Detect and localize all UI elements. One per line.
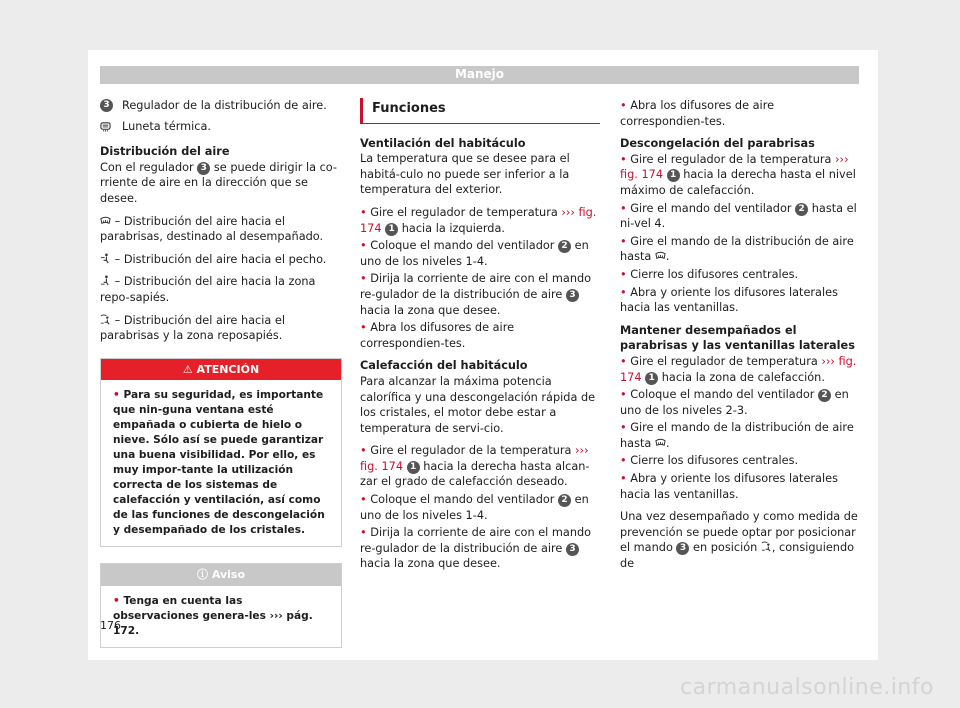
windshield-defrost-icon — [655, 437, 666, 450]
warning-box — [100, 358, 342, 548]
list-item: • Gire el regulador de temperatura ››› fig. 174 1 hacia la zona de calefacción. — [620, 354, 857, 384]
list-item: • Cierre los difusores centrales. — [620, 454, 799, 468]
list-item: • Abra los difusores de aire correspondien-tes. — [360, 321, 515, 350]
list-item: • Coloque el mando del ventilador 2 en uno de los niveles 1-4. — [360, 239, 589, 268]
fig-link[interactable]: ››› fig. 174 — [620, 152, 849, 182]
warning-icon: ⚠ — [182, 362, 193, 376]
list-item: • Gire el mando de la distribución de aire hasta . — [620, 234, 854, 264]
list-item: • Gire el mando de la distribución de aire hasta . — [620, 421, 854, 450]
list-item: • Cierre los difusores centrales. — [620, 267, 799, 281]
notice-header: ⓘ Aviso — [101, 564, 341, 586]
heat-intro: Para alcanzar la máxima potencia calorífica y una descongelación rápida de los cristales, el motor debe estar a temperatura de servi-cio. — [360, 374, 596, 435]
column-1 — [100, 98, 342, 648]
air-windshield-feet-icon — [761, 541, 772, 554]
callout-badge: 3 — [197, 162, 210, 175]
callout-badge: 2 — [818, 389, 831, 402]
list-item: • Abra los difusores de aire correspondien-tes. — [620, 99, 775, 128]
fig-link[interactable]: ››› fig. 174 — [360, 444, 589, 473]
callout-badge: 2 — [558, 240, 571, 253]
info-icon: ⓘ — [196, 568, 208, 582]
air-windshield-feet-icon — [100, 314, 111, 327]
air-feet-icon — [100, 275, 111, 288]
heat-heading: Calefacción del habitáculo — [360, 359, 528, 373]
closing-paragraph: Una vez desempañado y como medida de prevención se puede optar por posicionar el mando 3 en posición , consiguiendo de — [620, 510, 858, 571]
header-title: Manejo — [454, 67, 505, 81]
mode-windshield-feet: – Distribución del aire hacia el parabrisas y la zona reposapiés. — [100, 313, 285, 343]
legend-item — [100, 119, 342, 135]
mode-windshield: – Distribución del aire hacia el parabrisas, destinado al desempañado. — [100, 214, 324, 244]
dist-intro: Con el regulador 3 se puede dirigir la co-rriente de aire en la dirección que se desee. — [100, 160, 338, 205]
list-item: • Coloque el mando del ventilador 2 en uno de los niveles 2-3. — [620, 388, 849, 417]
windshield-defrost-icon — [655, 250, 666, 263]
legend-item — [100, 98, 342, 114]
callout-badge: 3 — [566, 543, 579, 556]
keep-heading: Mantener desempañados el parabrisas y las ventanillas laterales — [620, 323, 855, 353]
list-item: • Dirija la corriente de aire con el mando re-gulador de la distribución de aire 3 hacia la zona que desee. — [360, 526, 592, 571]
defrost-heading: Descongelación del parabrisas — [620, 137, 815, 151]
list-item: • Dirija la corriente de aire con el mando re-gulador de la distribución de aire 3 hacia la zona que desee. — [360, 272, 592, 317]
callout-badge: 2 — [558, 494, 571, 507]
vent-intro: La temperatura que se desee para el habitá-culo no puede ser inferior a la temperatura del exterior. — [360, 152, 570, 197]
callout-badge: 3 — [566, 289, 579, 302]
list-item: • Abra y oriente los difusores laterales hacia las ventanillas. — [620, 472, 838, 501]
list-item: • Gire el regulador de la temperatura ››› fig. 174 1 hacia la derecha hasta alcan-zar el grado de calefacción deseado. — [360, 444, 590, 489]
mode-feet: – Distribución del aire hacia la zona repo-sapiés. — [100, 275, 316, 304]
fig-link[interactable]: ››› fig. 174 — [620, 354, 857, 384]
list-item: • Coloque el mando del ventilador 2 en uno de los niveles 1-4. — [360, 493, 589, 522]
page-header — [100, 66, 859, 84]
mode-chest: – Distribución del aire hacia el pecho. — [100, 252, 342, 268]
notice-box — [100, 563, 342, 648]
notice-text: • Tenga en cuenta las observaciones genera-les ››› pág. 172. — [113, 594, 313, 637]
page-link[interactable]: ››› pág. 172. — [113, 609, 313, 637]
warning-header: ⚠ ATENCIÓN — [101, 359, 341, 381]
air-chest-icon — [100, 253, 111, 266]
list-item: • Gire el regulador de temperatura ››› fig. 174 1 hacia la izquierda. — [360, 205, 597, 235]
watermark: carmanualsonline.info — [680, 675, 934, 700]
rear-defrost-icon — [100, 120, 111, 136]
callout-badge: 1 — [407, 461, 420, 474]
page-number: 176 — [100, 619, 121, 632]
column-2 — [360, 98, 600, 579]
section-title: Funciones — [360, 98, 600, 124]
column-3 — [620, 98, 860, 579]
legend-text: Luneta térmica. — [122, 119, 212, 133]
callout-badge: 1 — [645, 372, 658, 385]
legend-text: Regulador de la distribución de aire. — [122, 99, 327, 112]
callout-badge: 1 — [667, 169, 680, 182]
list-item: • Gire el mando del ventilador 2 hasta el ni-vel 4. — [620, 201, 857, 231]
list-item: • Gire el regulador de la temperatura ››› fig. 174 1 hacia la derecha hasta el nivel máximo de calefacción. — [620, 152, 856, 197]
callout-badge: 1 — [385, 223, 398, 236]
windshield-defrost-icon — [100, 215, 111, 228]
callout-badge: 2 — [795, 203, 808, 216]
callout-badge: 3 — [676, 542, 689, 555]
list-item: • Abra y oriente los difusores laterales hacia las ventanillas. — [620, 285, 838, 315]
warning-text: • Para su seguridad, es importante que nin-guna ventana esté empañada o cubierta de hielo o nieve. Sólo así se puede garantizar una buena visibilidad. Por ello, es muy impor-tante la utilización correcta de los sistemas de calefacción y ventilación, así como de las funciones de descongelación y desempañado de los cristales. — [113, 389, 325, 537]
vent-heading: Ventilación del habitáculo — [360, 136, 526, 150]
dist-heading: Distribución del aire — [100, 145, 230, 159]
fig-link[interactable]: ››› fig. 174 — [360, 205, 597, 235]
callout-badge: 3 — [100, 99, 113, 112]
